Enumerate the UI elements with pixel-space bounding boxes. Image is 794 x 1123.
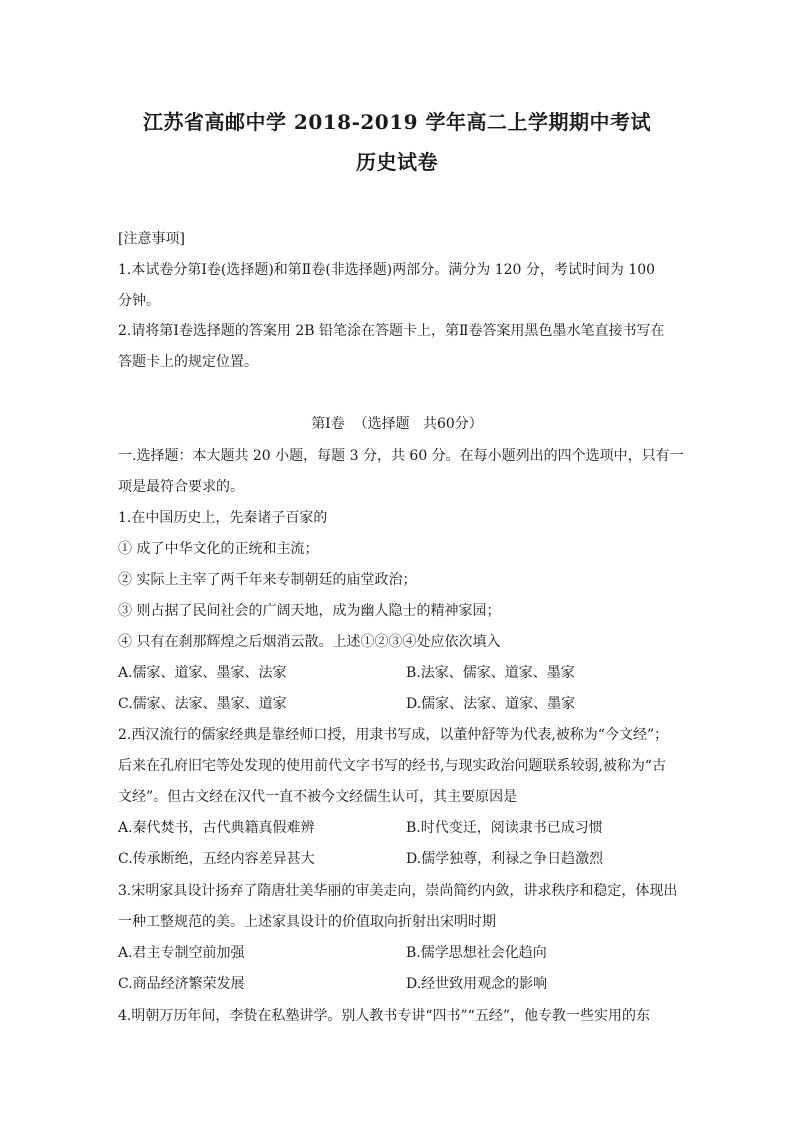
q3-option-b: B.儒学思想社会化趋向	[406, 945, 547, 961]
note-2-line-1: 2.请将第Ⅰ卷选择题的答案用 2B 铅笔涂在答题卡上，第Ⅱ卷答案用黑色墨水笔直接书写在	[118, 323, 665, 339]
section-heading: 第Ⅰ卷 （选择题 共60分）	[311, 416, 483, 432]
exam-title: 江苏省高邮中学 2018-2019 学年高二上学期期中考试	[142, 110, 652, 134]
q2-option-b: B.时代变迁，阅读隶书已成习惯	[406, 820, 603, 836]
q1-item-4: ④ 只有在刹那辉煌之后烟消云散。上述①②③④处应依次填入	[118, 634, 501, 650]
q2-option-a: A.秦代焚书，古代典籍真假难辨	[118, 820, 315, 836]
notes-heading: [注意事项]	[118, 231, 185, 247]
q1-option-d: D.儒家、法家、道家、墨家	[406, 696, 576, 712]
note-1-line-2: 分钟。	[118, 293, 160, 309]
q1-item-3: ③ 则占据了民间社会的广阔天地，成为幽人隐士的精神家园；	[118, 603, 501, 619]
q1-option-c: C.儒家、法家、墨家、道家	[118, 696, 287, 712]
note-1-line-1: 1.本试卷分第Ⅰ卷(选择题)和第Ⅱ卷(非选择题)两部分。满分为 120 分，考试时间为 100	[118, 262, 656, 278]
q2-line-1: 2.西汉流行的儒家经典是靠经师口授，用隶书写成，以董仲舒等为代表,被称为“今文经”；	[118, 727, 669, 743]
q3-line-2: 一种工整规范的美。上述家具设计的价值取向折射出宋明时期	[118, 914, 496, 930]
note-2-line-2: 答题卡上的规定位置。	[118, 354, 258, 370]
q4-line-1: 4.明朝万历年间，李贽在私塾讲学。别人教书专讲“四书”“五经”，他专教一些实用的东	[118, 1008, 650, 1024]
q1-option-a: A.儒家、道家、墨家、法家	[118, 665, 287, 681]
q2-line-2: 后来在孔府旧宅等处发现的使用前代文字书写的经书,与现实政治问题联系较弱,被称为“古	[118, 758, 667, 774]
q1-item-2: ② 实际上主宰了两千年来专制朝廷的庙堂政治；	[118, 572, 417, 588]
section-intro-line-2: 项是最符合要求的。	[118, 479, 244, 495]
q1-item-1: ① 成了中华文化的正统和主流；	[118, 541, 319, 557]
q2-option-d: D.儒学独尊，利禄之争日趋激烈	[406, 851, 604, 867]
q2-option-c: C.传承断绝，五经内容差异甚大	[118, 851, 315, 867]
q3-line-1: 3.宋明家具设计扬弃了隋唐壮美华丽的审美走向，崇尚简约内敛，讲求秩序和稳定，体现出	[118, 883, 678, 899]
q2-line-3: 文经”。但古文经在汉代一直不被今文经儒生认可，其主要原因是	[118, 789, 518, 805]
section-intro-line-1: 一.选择题：本大题共 20 小题，每题 3 分，共 60 分。在每小题列出的四个选项中，只有一	[118, 448, 684, 464]
q1-option-b: B.法家、儒家、道家、墨家	[406, 665, 575, 681]
exam-subtitle: 历史试卷	[356, 150, 438, 174]
q3-option-a: A.君主专制空前加强	[118, 945, 245, 961]
q1-stem: 1.在中国历史上，先秦诸子百家的	[118, 510, 328, 526]
q3-option-d: D.经世致用观念的影响	[406, 976, 548, 992]
q3-option-c: C.商品经济繁荣发展	[118, 976, 245, 992]
